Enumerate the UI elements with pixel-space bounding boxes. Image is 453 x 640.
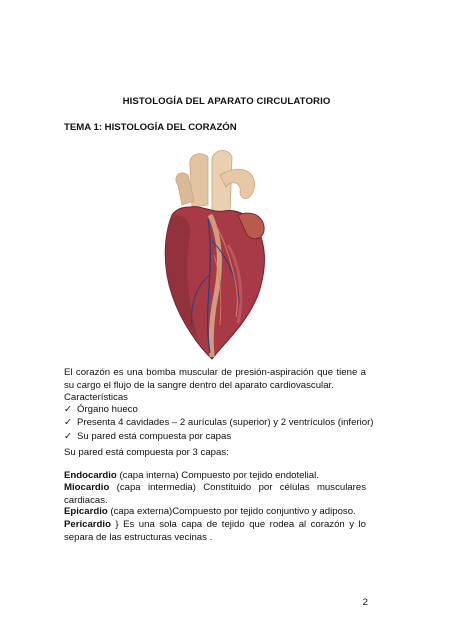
- layer-name: Endocardio: [64, 470, 117, 481]
- layer-name: Epicardio: [64, 506, 108, 517]
- layer-desc: (capa externa)Compuesto por tejido conjuntivo y adiposo.: [107, 506, 356, 517]
- layer-desc: } Es una sola capa de tejido que rodea al corazón y lo separa de las estructuras vecinas .: [64, 519, 366, 543]
- checkmark-icon: ✓: [64, 431, 73, 442]
- layer-pericardio: [64, 519, 366, 544]
- layer-desc: (capa intermedia) Constituido por células musculares cardiacas.: [64, 482, 366, 506]
- document-title: HISTOLOGÍA DEL APARATO CIRCULATORIO: [122, 96, 331, 107]
- checkmark-icon: ✓: [64, 417, 73, 428]
- layer-name: Miocardio: [64, 482, 110, 493]
- heart-illustration: [150, 145, 276, 365]
- layer-name: Pericardio: [64, 519, 111, 530]
- layer-epicardio: [64, 506, 366, 519]
- layer-desc: (capa interna) Compuesto por tejido endotelial.: [116, 470, 319, 481]
- checklist-item: [64, 417, 384, 430]
- checklist-item: [64, 431, 366, 444]
- intro-paragraph: El corazón es una bomba muscular de presión-aspiración que tiene a su cargo el flujo de la sangre dentro del aparato cardiovascular.: [64, 367, 366, 391]
- page-number: 2: [362, 597, 368, 608]
- checkmark-icon: ✓: [64, 404, 73, 415]
- checklist-item-text: Órgano hueco: [77, 404, 138, 415]
- checklist-item: [64, 404, 366, 417]
- layers-intro: Su pared está compuesta por 3 capas:: [64, 447, 229, 458]
- checklist-item-text: Su pared está compuesta por capas: [77, 431, 232, 442]
- layer-miocardio: [64, 482, 366, 507]
- characteristics-label: Características: [64, 392, 128, 403]
- layer-endocardio: [64, 470, 366, 483]
- section-title: TEMA 1: HISTOLOGÍA DEL CORAZÓN: [64, 122, 237, 133]
- checklist-item-text: Presenta 4 cavidades – 2 aurículas (superior) y 2 ventrículos (inferior): [77, 417, 374, 428]
